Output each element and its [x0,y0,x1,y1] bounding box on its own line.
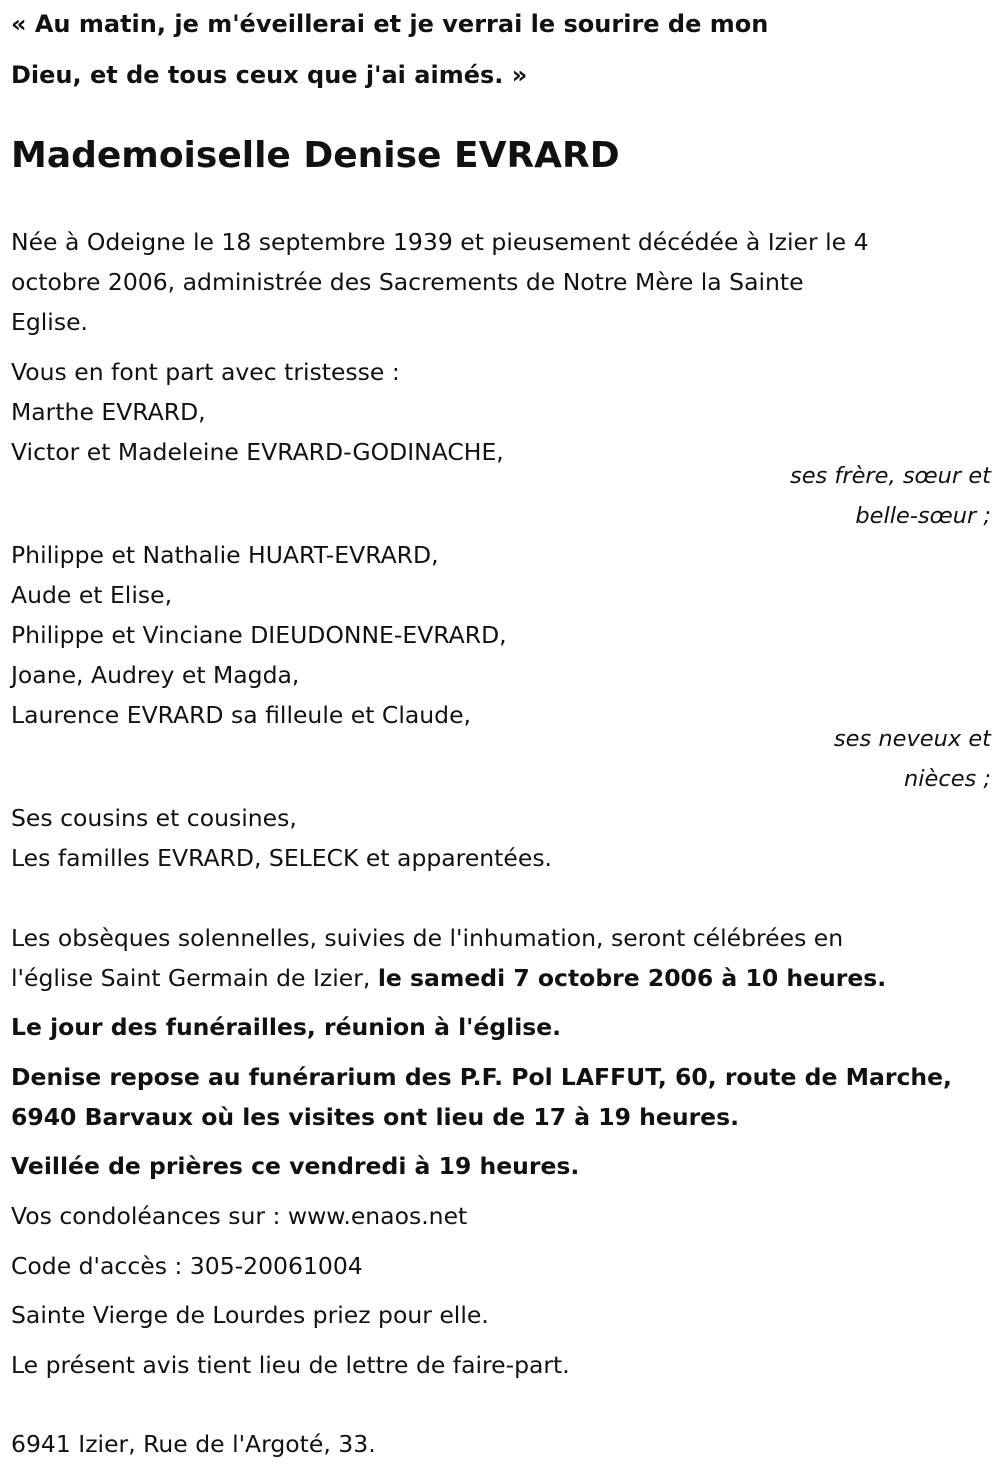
funeral-line-2 [11,958,886,998]
prayer-line: Sainte Vierge de Lourdes priez pour elle. [11,1301,489,1329]
repose-line-2: 6940 Barvaux où les visites ont lieu de 17 à 19 heures. [11,1103,740,1131]
families-line: Les familles EVRARD, SELECK et apparentées. [11,844,553,872]
siblings-relation-line-1: ses frère, sœur et [789,463,991,489]
access-code-line: Code d'accès : 305-20061004 [11,1252,363,1280]
nephews-relation-line-1: ses neveux et [833,726,991,752]
funeral-date: le samedi 7 octobre 2006 à 10 heures. [377,964,887,992]
quote-line-1: « Au matin, je m'éveillerai et je verrai le sourire de mon [11,10,769,38]
nephew-name: Philippe et Nathalie HUART-EVRARD, [11,541,439,569]
nephew-name: Philippe et Vinciane DIEUDONNE-EVRARD, [11,621,507,649]
nephew-name: Laurence EVRARD sa filleule et Claude, [11,701,472,729]
sibling-name: Marthe EVRARD, [11,398,206,426]
birth-line-1: Née à Odeigne le 18 septembre 1939 et pieusement décédée à Izier le 4 [11,228,869,256]
sibling-name: Victor et Madeleine EVRARD-GODINACHE, [11,438,504,466]
condolences-line: Vos condoléances sur : www.enaos.net [11,1202,468,1230]
meeting-line: Le jour des funérailles, réunion à l'église. [11,1013,562,1041]
nephew-name: Joane, Audrey et Magda, [11,661,300,689]
cousins-line: Ses cousins et cousines, [11,804,297,832]
nephew-name: Aude et Elise, [11,581,173,609]
funeral-line-1: Les obsèques solennelles, suivies de l'inhumation, seront célébrées en [11,924,844,952]
siblings-relation-line-2: belle-sœur ; [855,503,991,529]
repose-line-1: Denise repose au funérarium des P.F. Pol LAFFUT, 60, route de Marche, [11,1063,952,1091]
nephews-relation-line-2: nièces ; [903,766,991,792]
notice-line: Le présent avis tient lieu de lettre de faire-part. [11,1351,570,1379]
announce-text: Vous en font part avec tristesse : [11,358,400,386]
quote-line-2: Dieu, et de tous ceux que j'ai aimés. » [11,61,528,89]
funeral-church: l'église Saint Germain de Izier, [11,964,378,992]
birth-line-2: octobre 2006, administrée des Sacrements de Notre Mère la Sainte [11,268,804,296]
deceased-name: Mademoiselle Denise EVRARD [11,135,620,176]
address-line: 6941 Izier, Rue de l'Argoté, 33. [11,1430,376,1458]
birth-line-3: Eglise. [11,308,88,336]
vigil-line: Veillée de prières ce vendredi à 19 heures. [11,1152,580,1180]
